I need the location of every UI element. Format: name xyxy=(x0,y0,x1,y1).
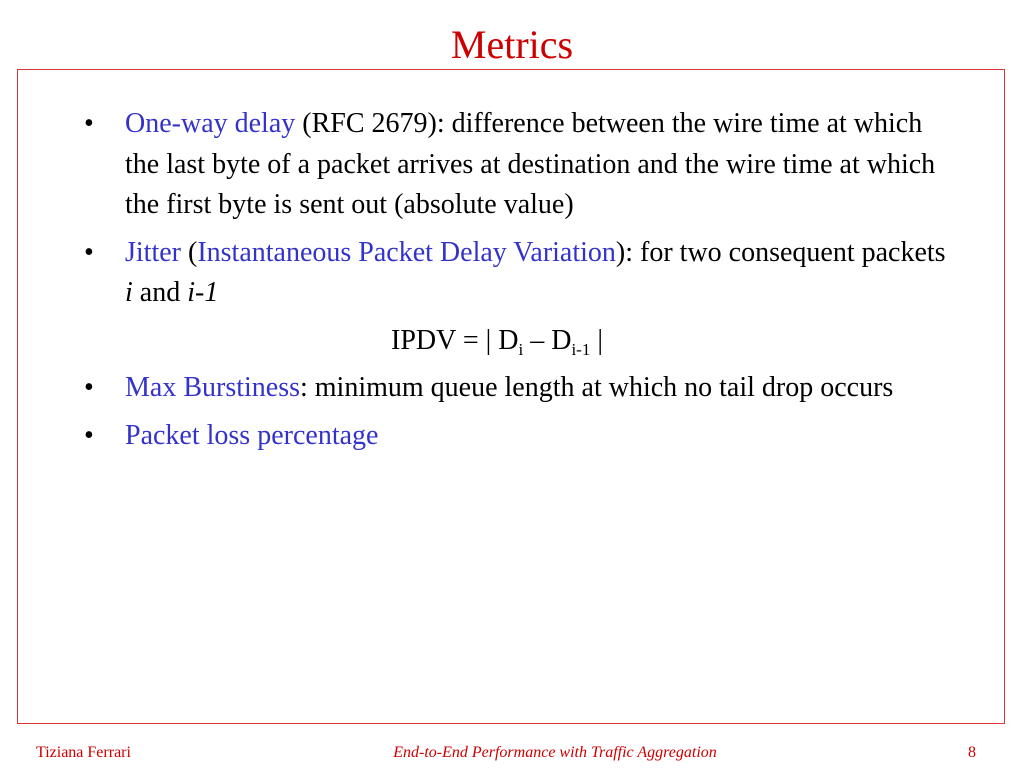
footer-page-number: 8 xyxy=(968,744,976,761)
ipdv-formula xyxy=(84,321,954,362)
term-ipdv: Instantaneous Packet Delay Variation xyxy=(197,236,616,268)
var-i-minus-1: i-1 xyxy=(187,277,219,308)
footer-talk-title: End-to-End Performance with Traffic Aggregation xyxy=(393,744,717,761)
bullet-marker: • xyxy=(84,108,94,139)
jitter-open-paren: ( xyxy=(181,236,198,268)
term-jitter: Jitter xyxy=(125,236,181,268)
term-max-burstiness: Max Burstiness xyxy=(125,372,300,403)
footer-author: Tiziana Ferrari xyxy=(36,744,131,761)
bullet-one-way-delay xyxy=(84,104,954,226)
bullet-jitter xyxy=(84,233,954,314)
formula-suffix: | xyxy=(590,324,603,356)
term-packet-loss: Packet loss percentage xyxy=(125,419,379,451)
definition-max-burstiness: : minimum queue length at which no tail drop occurs xyxy=(300,372,894,403)
formula-sub-i-minus-1: i-1 xyxy=(571,339,591,359)
bullet-list xyxy=(84,104,954,463)
definition-one-way-delay: (RFC 2679): difference between the wire time at which the last byte of a packet arrives at destination and the wire time at which the first byte is sent out (absolute value) xyxy=(125,108,936,220)
formula-prefix: IPDV = | D xyxy=(391,324,519,356)
bullet-marker: • xyxy=(84,236,94,268)
formula-sub-i: i xyxy=(518,339,524,359)
var-i: i xyxy=(125,277,133,308)
bullet-marker: • xyxy=(84,419,94,451)
slide-title: Metrics xyxy=(450,22,574,67)
term-one-way-delay: One-way delay xyxy=(125,108,296,139)
bullet-marker: • xyxy=(84,372,94,403)
jitter-and: and xyxy=(132,277,188,308)
formula-mid: – D xyxy=(523,324,572,356)
definition-jitter: ): for two consequent packets xyxy=(615,236,946,268)
bullet-max-burstiness xyxy=(84,368,954,409)
bullet-packet-loss xyxy=(84,416,954,457)
